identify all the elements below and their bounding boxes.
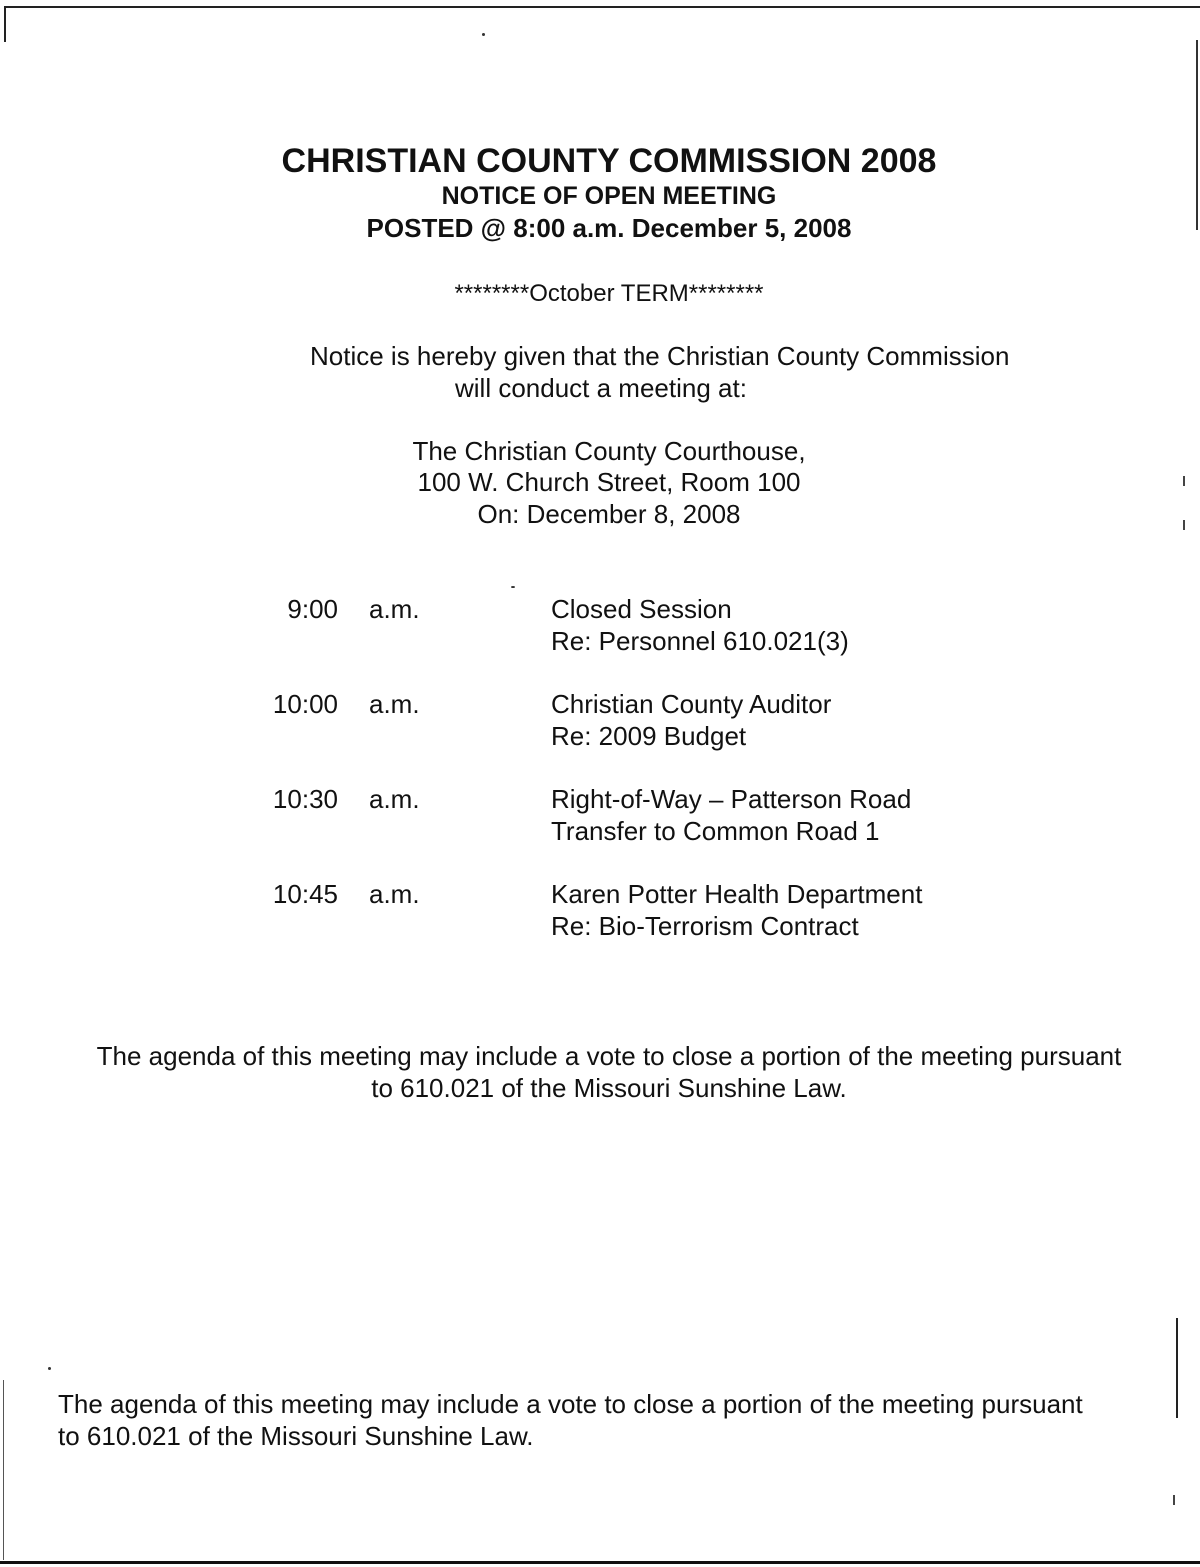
scan-edge-top [4,6,1200,8]
scan-edge-bottom [0,1561,1200,1564]
agenda-item-detail: Re: 2009 Budget [551,721,747,751]
scan-speck [511,586,515,588]
scan-speck [48,1367,51,1370]
agenda-ampm: a.m. [369,594,420,624]
document-subtitle: NOTICE OF OPEN MEETING [441,182,777,210]
agenda-item-detail: Transfer to Common Road 1 [551,816,880,846]
scan-edge-left-lower [3,1380,4,1560]
agenda-item-detail: Re: Bio-Terrorism Contract [551,911,859,941]
term-line: ********October TERM******** [454,280,764,307]
notice-text-line: to 610.021 of the Missouri Sunshine Law. [371,1073,847,1103]
location-line-3: On: December 8, 2008 [477,499,741,529]
notice-line-2: will conduct a meeting at: [455,373,747,403]
document-title: CHRISTIAN COUNTY COMMISSION 2008 [281,142,937,180]
agenda-item: Christian County Auditor [551,689,832,719]
agenda-row [0,784,1200,848]
posted-date: POSTED @ 8:00 a.m. December 5, 2008 [366,213,852,243]
agenda-item-detail: Re: Personnel 610.021(3) [551,626,849,656]
agenda-time: 9:00 [287,594,338,624]
agenda-row [0,879,1200,943]
agenda-ampm: a.m. [369,689,420,719]
sunshine-law-notice-left [58,1388,1178,1452]
agenda-time: 10:00 [272,689,338,719]
scan-edge-left [4,6,6,42]
agenda-time: 10:45 [272,879,338,909]
agenda-time: 10:30 [272,784,338,814]
agenda-ampm: a.m. [369,784,420,814]
agenda-item: Closed Session [551,594,732,624]
scan-speck [482,33,485,36]
notice-text-line: The agenda of this meeting may include a vote to close a portion of the meeting pursuant [96,1041,1122,1071]
sunshine-law-notice-centered [0,1040,1200,1104]
notice-text-line: to 610.021 of the Missouri Sunshine Law. [58,1421,534,1451]
agenda-row [0,689,1200,753]
scan-tick [1173,1495,1175,1505]
agenda-row [0,594,1200,658]
notice-text-line: The agenda of this meeting may include a vote to close a portion of the meeting pursuant [58,1389,1083,1419]
agenda-ampm: a.m. [369,879,420,909]
agenda-item: Karen Potter Health Department [551,879,923,909]
location-line-2: 100 W. Church Street, Room 100 [417,467,801,497]
location-line-1: The Christian County Courthouse, [412,436,806,466]
agenda-item: Right-of-Way – Patterson Road [551,784,912,814]
notice-line-1: Notice is hereby given that the Christian County Commission [310,341,1010,371]
